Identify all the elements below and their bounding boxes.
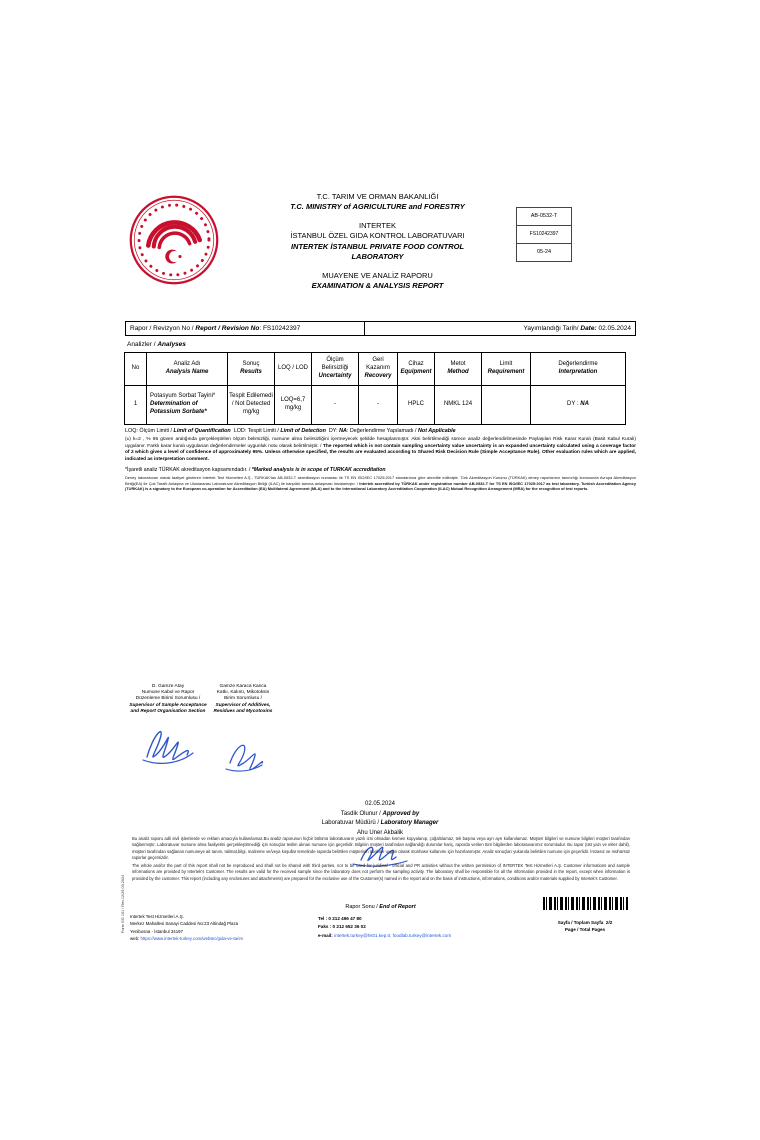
lab-name-en-1: INTERTEK İSTANBUL PRIVATE FOOD CONTROL (290, 241, 465, 251)
ministry-name-en: T.C. MINISTRY of AGRICULTURE and FORESTRY (290, 202, 465, 212)
email-line (318, 932, 488, 940)
col-recovery: Geri Kazanım Recovery (358, 352, 398, 386)
disclaimer-tr: Bu analiz raporu adli sivil işlemlerde ve reklam amacıyla kullanılamaz.Bu analiz raporunun hiçbir bölümü laboratuvarın yazılı izni olmadan kısmen kopyalanıp, çoğaltılamaz, tek başına veya ayrı ayrı kullanılamaz. Müşteri bilgileri ve numune bilgileri müşteri tarafından sağlanmıştır. Laboratuvar numune alma faaliyetini gerçekleştirmediği için sonuçlar teslim alınan numune için geçerlidir. Bilginin müşteri tarafından sağlandığı durumlar hariç, raporda verilen tüm bilgilerden laboratuvarımız sorumludur. Bu rapor (üst yazı ve ekler dahil), müşteri tarafından sağlanan numuneye ait tanım, talimat,bilgi, malzeme ve/veya koşullar temelinde raporda belirtilen müşterinin talebine uygun olarak münhasır kullanımı için hazırlanmıştır. Analiz sonuçları yukarıda belirtilen numune için geçerlidir. İmzasız ve mühürsüz raporlar geçersizdir. (132, 836, 630, 860)
cell-recovery: - (358, 385, 398, 425)
uncertainty-note-tr: (±) k=2 , % 95 güven aralığında gerçekleştirilen ölçüm belirsizliği, numune alma belirsizliğini içermeyecek şekilde hesaplanmıştır. Aksi belirtilmediği sürece analiz değerlendirilmesinde Paylaşılan Risk Karar Kuralı (Basit Kabul Kuralı) uygulanır. Farklı karar kuralı uygulanan değerlendirmeler uygunluk notu olarak belirtilmiştir. / (125, 437, 636, 449)
signature-2-icon (218, 729, 268, 775)
phone-number: Tel : 0 212 496 47 80 (318, 916, 362, 921)
loq-lod-definitions: LOQ: Ölçüm Limiti / Limit of Quantification LOD: Tespit Limiti / Limit of Detection DY: NA: Değerlendirme Yapılamadı / Not Applicable (125, 428, 456, 434)
disclaimer-en: The whole and/or the part of this report shall not be reproduced and shall not be shared with third parties, nor to be used for juridical - official and PR activities without the written permission of INTERTEK Test Hizmetleri A.Ş. Customer informations and sample informations are provided by Intertek's Customer. The results are valid for the received sample since the laboratory does not perform the sampling activity. The laboratory shall be responsible for all the information provided in the report, except when information is provided by the customer. This report (including any enclosures and attachments) are prepared for the exclusive use of the Customer(s) named in the report and on the basis of instructions, informations, conditions and/or materials supplied by Intertek's Customer. (132, 863, 630, 881)
fax-number: Faks : 0 212 652 36 02 (318, 924, 366, 930)
ministry-seal-logo (128, 194, 220, 286)
analyses-label-tr: Analizler / (127, 341, 156, 348)
turkak-scope-en: *Marked analysis is in scope of TURKAK accreditation (251, 467, 386, 473)
page-counter-tr: Sayfa / Toplam Sayfa 2/2 (557, 920, 613, 925)
approval-line-1: Tasdik Olunur / Approved by (340, 810, 420, 817)
col-loq-lod: LOQ / LOD (274, 352, 312, 386)
date-label-tr: Yayımlandığı Tarih/ (523, 325, 579, 332)
report-number-cell: FS10242397 (516, 225, 572, 244)
turkak-accreditation-note (125, 475, 636, 492)
form-code: Form GG 101 / Rev.12/29.03.2024 (121, 874, 125, 933)
date-value: 02.05.2024 (598, 325, 631, 332)
cell-analysis-name: Potasyum Sorbat Tayini* Determination of Potassium Sorbate* (146, 385, 228, 425)
page-counter-en: Page / Total Pages (564, 927, 606, 933)
col-analysis-name: Analiz Adı Analysis Name (146, 352, 228, 386)
accreditation-box (516, 208, 572, 262)
cell-method: NMKL 124 (434, 385, 482, 425)
cell-interpretation: DY : NA (530, 385, 626, 425)
report-number-field (126, 322, 365, 335)
cell-result: Tespit Edilemedi / Not Detected mg/kg (227, 385, 275, 425)
period-cell: 05-24 (516, 243, 572, 262)
report-no-label-tr: Rapor / Revizyon No / (130, 325, 194, 332)
turkak-scope-line (125, 467, 636, 473)
report-no-value: : FS10242397 (259, 325, 301, 332)
signer-1-role-tr: Numune Kabul ve Rapor Düzenleme Birimi Sorumlusu / (135, 690, 201, 702)
ministry-name-tr: T.C. TARIM VE ORMAN BAKANLIĞI (316, 192, 439, 201)
col-results: Sonuç Results (227, 352, 275, 386)
signer-1-name: D. Gamze Atay (151, 684, 185, 689)
contact-info (318, 915, 488, 940)
company-address-1: Merkez Mahallesi Sanayi Caddesi No:23 Altindağ Plaza (130, 921, 239, 927)
report-title-en: EXAMINATION & ANALYSIS REPORT (311, 280, 444, 290)
cell-uncertainty: - (311, 385, 359, 425)
email-label: e-mail: (318, 932, 333, 938)
turkak-note-tr: Deney laboratuvarı olarak faaliyet gösteren Intertek Test Hizmetleri A.Ş., TÜRKAK'tan AB-0532-T akreditasyon numarası ile TS EN ISO/IEC 17025:2017 standardına göre akredite edilmiştir. Türk Akreditasyon Kurumu (TÜRKAK) deney raporlarının tanınırlığı konusunda Avrupa Akreditasyon Birliği(EA) ile Çok Taraflı Anlaşma ve Uluslararası Laboratuvar Akreditasyon Birliği (ILAC) ile karşılıklı tanıma anlaşması imzalamıştır. / (125, 475, 636, 486)
cell-no: 1 (124, 385, 147, 425)
signer-2-name: Gamze Karaca Kanca (219, 684, 267, 689)
approver-name: Ahu Uner Akbalik (356, 829, 404, 836)
signer-2-role-en: Supervisor of Additives, Residues and Mycotoxins (213, 702, 273, 714)
signature-block-1 (129, 684, 207, 767)
barcode (543, 897, 628, 910)
company-address-2: Yenibosna - İstanbul 34197 (130, 928, 184, 934)
lab-name-en-2: LABORATORY (351, 251, 404, 261)
email-links[interactable]: intertek.turkey@hs01.kep.tr, foodlab.turkey@intertek.com (334, 932, 452, 938)
analyses-section-label (127, 341, 186, 348)
page-counter (525, 919, 645, 934)
turkak-note-en: Intertek accredited by TÜRKAK under registration number AB-0532-T for TS EN ISO/IEC 17025:2017 as test laboratory. Turkish Accreditation Agency (TURKAK) is a signatory to the European co-operation for Accreditation (EA) Multilateral Agreement (MLA) and to the International Laboratory Accreditation Cooperation (ILAC) Mutual Recognition Arrangement (MRA) for the recognition of test reports. (125, 480, 636, 492)
cell-limit (481, 385, 531, 425)
analyses-label-en: Analyses (157, 341, 186, 348)
signature-1-icon (137, 717, 199, 767)
company-website-link[interactable]: https://www.intertek-turkey.com/webtec/gida-ve-tarim (140, 936, 244, 942)
cell-loq-lod: LOQ=6,7 mg/kg (274, 385, 312, 425)
table-header-row (125, 353, 637, 386)
report-info-row (125, 321, 636, 336)
web-label: web: (130, 936, 140, 942)
publish-date-field (365, 322, 635, 335)
signer-1-role-en: Supervisor of Sample Acceptance and Report Organisation Section (129, 702, 207, 714)
approval-date: 02.05.2024 (364, 801, 396, 807)
col-method: Metot Method (434, 352, 482, 386)
footer-disclaimers (132, 836, 630, 884)
col-equipment: Cihaz Equipment (397, 352, 435, 386)
company-web-line (130, 935, 300, 942)
uncertainty-note-en: The reported which is not contain sampling uncertainty value uncertainty is an expanded uncertainty calculated using a coverage factor of 2 which gives a level of confidence of approximately 95%. Unless otherwise specified, the results are evaluated according to Shared Risk Decision Rule (Simple Acceptance Rule). Other evaluation rules which are applied, indicated as interpretation comment. (125, 443, 637, 463)
report-header (235, 192, 520, 291)
col-no: No (124, 352, 147, 386)
report-title-tr: MUAYENE VE ANALİZ RAPORU (322, 270, 433, 280)
approval-line-2: Laboratuvar Müdürü / Laboratory Manager (321, 820, 439, 827)
col-uncertainty: Ölçüm Belirsizliği Uncertainty (311, 352, 359, 386)
analyses-table (125, 353, 637, 425)
signature-block-2 (213, 684, 273, 775)
uncertainty-note (125, 437, 636, 464)
lab-name-tr: İSTANBUL ÖZEL GIDA KONTROL LABORATUVARI (290, 231, 465, 241)
date-label-en: Date: (580, 325, 597, 332)
turkak-scope-tr: *İşaretli analiz TÜRKAK akreditasyon kapsamındadır. / (125, 467, 251, 473)
end-of-report-label: Rapor Sonu / End of Report (345, 904, 416, 910)
org-name: INTERTEK (359, 221, 396, 231)
col-interpretation: Değerlendirme Interpretation (530, 352, 626, 386)
company-name: Intertek Test Hizmetleri A.Ş. (130, 914, 184, 919)
report-no-label-en: Report / Revision No (195, 325, 260, 332)
company-info (130, 913, 300, 943)
cell-equipment: HPLC (397, 385, 435, 425)
signer-2-role-tr: Katkı, Kalıntı, Mikotoksin Birim Sorumlusu / (216, 690, 270, 702)
accreditation-number: AB-0532-T (516, 207, 572, 226)
table-row (125, 386, 637, 425)
col-limit: Limit Requirement (481, 352, 531, 386)
seal-icon (128, 194, 220, 286)
